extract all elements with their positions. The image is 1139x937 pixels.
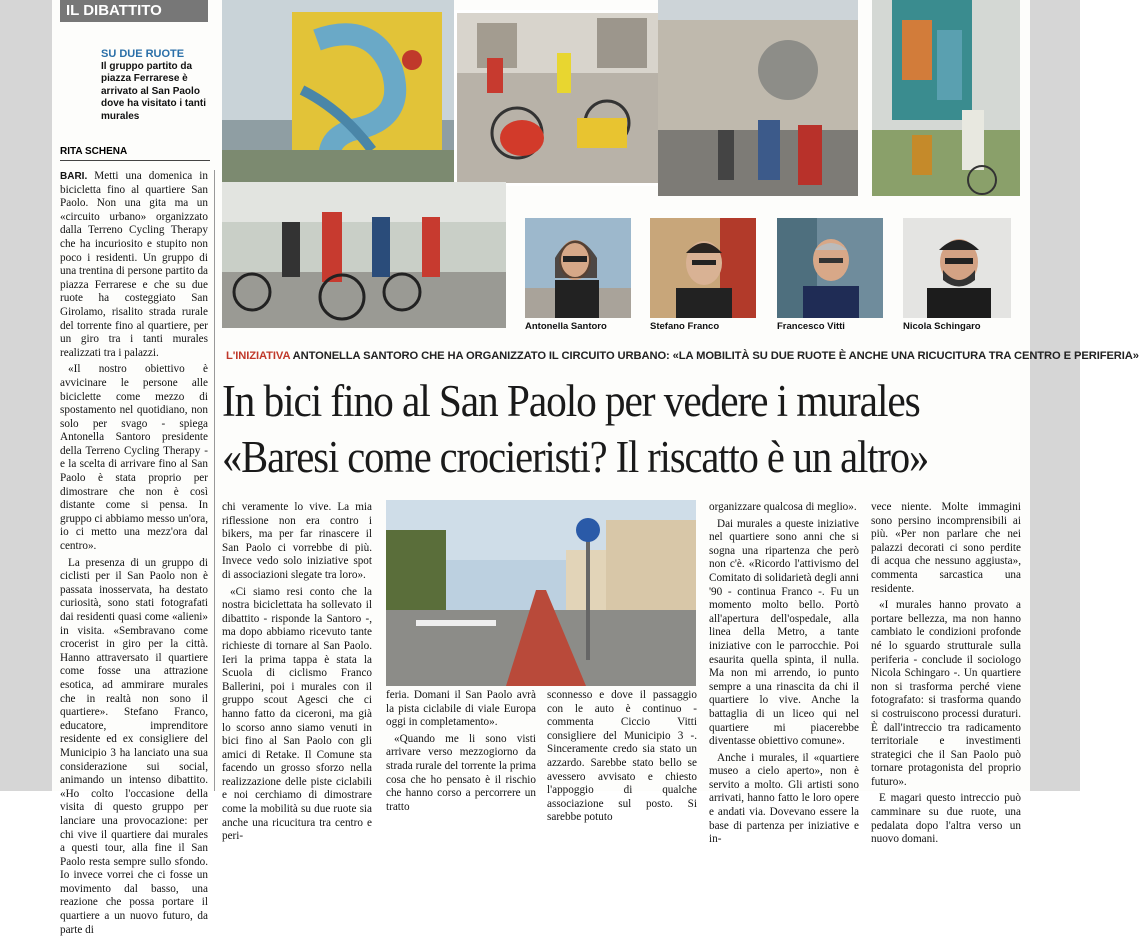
photo-stefano-franco — [650, 218, 756, 318]
paragraph: «Ci siamo resi conto che la nostra biciclettata ha sollevato il dibattito - risponde la Santoro -, ma dopo abbiamo ricevuto tante richieste di tornare al San Paolo. Ieri la prima tappa è stata la Scuola di ciclismo Franco Ballerini, poi i murales con il gruppo scout Agesci che ci hanno fatto da ciceroni, ma già lo scorso anno siamo venuti in bici fino al San Paolo con gli amici di Retake. Il Comune sta facendo un grosso sforzo nella realizzazione delle piste ciclabili e noi cerchiamo di dimostrare come la mobilità su due ruote sia anche una ricucitura tra centro e peri- — [222, 585, 372, 843]
kicker-line — [226, 350, 1139, 362]
paragraph: vece niente. Molte immagini sono persino incomprensibili ai più. «Per non parlare che nei palazzi decorati ci sono perdite di acqua che nessuno aggiusta», commenta sarcastica una residente. — [871, 501, 1021, 595]
article-column-4 — [547, 689, 697, 824]
article-column-6 — [871, 501, 1021, 846]
photo-francesco-vitti — [777, 218, 883, 318]
paragraph-text: Metti una domenica in bicicletta fino al quartiere San Paolo. Non una gita ma un «circuito urbano» organizzato dalla Terreno Cycling Therapy che ha incuriosito e stupito non poco i residenti. Un gruppo di una trentina di persone partito da piazza Ferrarese e che su due ruote ha costeggiato San Girolamo, risalito strada rurale del torrente fino al quartiere, per un giro tra i tanti murales realizzati tra i palazzi. — [60, 170, 208, 359]
article-column-2 — [222, 501, 372, 843]
section-label: IL DIBATTITO — [60, 0, 208, 22]
headline-line-2: «Baresi come crocieristi? Il riscatto è un altro» — [222, 432, 929, 482]
paragraph: «Il nostro obiettivo è avvicinare le persone alle biciclette come mezzo di spostamento nel quotidiano, non solo per svago - spiega Antonella Santoro presidente della Terreno Cycling Therapy - e la scelta di arrivare fino al San Paolo è stata proprio per dimostrare che non è così distante come si pensa. In gruppo ci abbiamo messo un'ora, io ci metto una mezz'ora dal centro». — [60, 363, 208, 553]
article-column-1 — [60, 170, 208, 936]
paragraph: feria. Domani il San Paolo avrà la pista ciclabile di viale Europa oggi in completamento». — [386, 689, 536, 729]
photo-mural-wall — [222, 0, 454, 182]
dateline: BARI. — [60, 171, 88, 182]
kicker-tag: L'INIZIATIVA — [226, 350, 291, 362]
byline: RITA SCHENA — [60, 146, 210, 161]
person-caption-schingaro: Nicola Schingaro — [903, 321, 981, 332]
photo-mural-cyclist — [872, 0, 1020, 196]
paragraph: E magari questo intreccio può camminare su due ruote, una pedalata dopo l'altra verso un nuovo domani. — [871, 792, 1021, 846]
paragraph: «I murales hanno provato a portare bellezza, ma non hanno cambiato le condizioni profonde né lo sguardo strutturale sulla periferia - conclude il sociologo Nicola Schingaro -. Un quartiere non si trasforma perché viene fotografato: si trasforma quando si costruiscono processi duraturi. È dall'intreccio tra radicamento territoriale e investimenti strategici che il San Paolo può tornare protagonista del proprio futuro». — [871, 599, 1021, 788]
photo-nicola-schingaro — [903, 218, 1011, 318]
photo-street-riders — [658, 0, 858, 196]
column-divider — [214, 170, 215, 791]
caption-text: Il gruppo partito da piazza Ferrarese è arrivato al San Paolo dove ha visitato i tanti murales — [101, 60, 207, 122]
photo-bikes-square — [454, 10, 664, 186]
paragraph: Dai murales a queste iniziative nel quartiere sono anni che si sogna una ripartenza che però non c'è. «Ricordo l'attivismo del Comitato di solidarietà degli anni '90 - continua Franco -. Fu un momento molto bello. Portò all'apertura dell'ospedale, alla linea della Metro, a tante iniziative con le parrocchie. Poi esaurita quella spinta, il nulla. Ma non mi arrendo, io punto sempre a una rinascita da chi il quartiere lo vive. Anche la battaglia di un liceo qui nel quartiere mi piacerebbe diventasse obiettivo comune». — [709, 517, 859, 748]
article-column-5 — [709, 501, 859, 846]
paragraph: Anche i murales, il «quartiere museo a cielo aperto», non è servito a molto. Gli artisti sono arrivati, hanno fatto le loro opere e andati via. Dovevano essere la base di partenza per iniziative e in- — [709, 751, 859, 846]
photo-caption — [101, 48, 213, 123]
right-margin — [1030, 0, 1080, 791]
article-column-3 — [386, 689, 536, 813]
paragraph: «Quando me li sono visti arrivare verso mezzogiorno da strada rurale del torrente la prima cosa che ho pensato è il rischio che hanno corso a percorrere un tratto — [386, 732, 536, 813]
paragraph: La presenza di un gruppo di ciclisti per il San Paolo non è passata inosservata, ha destato curiosità, sono stati fotografati dai residenti quasi come «alieni» in visita. «Sembravano come crocerist in giro per la città. Hanno attraversato il quartiere come fosse una attrazione esotica, ad ammirare murales che in realtà non sono il quartiere». Stefano Franco, educatore, imprenditore residente ed ex consigliere del Municipio 3 ha lanciato una sua considerazione sui social, animando un intenso dibattito. «Ho colto l'occasione della visita di questo gruppo per lanciare una provocazione: per chi vive il quartiere dai murales a questi tour, alla fine il San Paolo resta sempre sullo sfondo. Io invece vorrei che ci fosse un movimento dal basso, una reazione che possa portare il quartiere a un nuovo futuro, da parte di — [60, 556, 208, 936]
person-caption-franco: Stefano Franco — [650, 321, 720, 332]
person-caption-vitti: Francesco Vitti — [777, 321, 845, 332]
left-margin — [0, 0, 52, 791]
paragraph: chi veramente lo vive. La mia riflessione non era contro i bikers, ma per far rinascere il San Paolo ci vorrebbe di più. Invece vedo solo iniziative spot di associazioni slegate tra loro». — [222, 501, 372, 581]
photo-antonella-santoro — [525, 218, 631, 318]
paragraph: sconnesso e dove il passaggio con le auto è continuo - commenta Ciccio Vitti consigliere del Municipio 3 -. Sinceramente credo sia stato un azzardo. Sarebbe stato bello se avessero avvisato e chiesto l'appoggio di qualche associazione sul posto. Si sarebbe potuto — [547, 689, 697, 824]
paragraph — [60, 170, 208, 360]
headline-line-1: In bici fino al San Paolo per vedere i murales — [222, 376, 920, 426]
photo-group-cyclists — [222, 182, 506, 328]
paragraph: organizzare qualcosa di meglio». — [709, 501, 857, 513]
person-caption-santoro: Antonella Santoro — [525, 321, 607, 332]
caption-kicker: SU DUE RUOTE — [101, 48, 185, 60]
kicker-text: ANTONELLA SANTORO CHE HA ORGANIZZATO IL CIRCUITO URBANO: «LA MOBILITÀ SU DUE RUOTE È ANCHE UNA RICUCITURA TRA CENTRO E PERIFERIA» — [292, 350, 1139, 362]
photo-bike-lane — [386, 500, 696, 686]
